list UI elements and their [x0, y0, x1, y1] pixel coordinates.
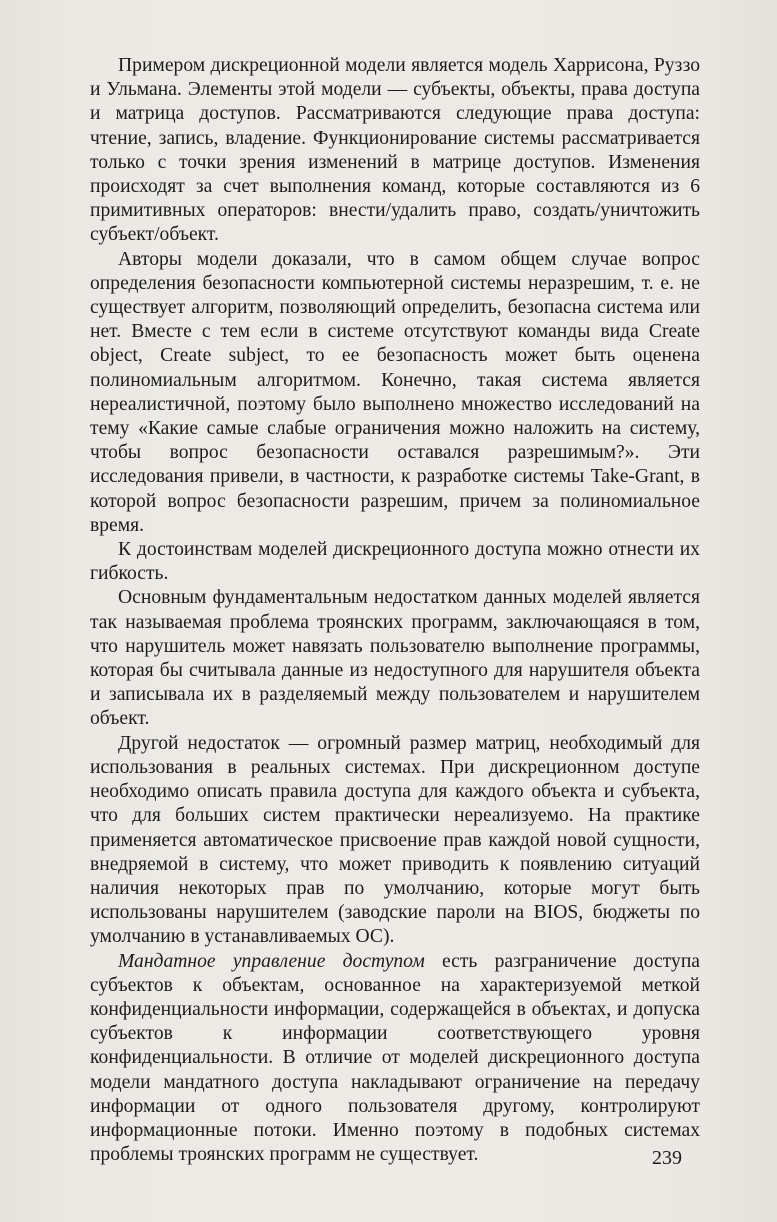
paragraph-advantages: К достоинствам моделей дискреционного доступа можно отнести их гибкость. — [90, 539, 700, 585]
term-mandatory-access: Мандатное управление доступом — [118, 950, 425, 972]
paragraph-safety-undecidable: Авторы модели доказали, что в самом общем случае вопрос определения безопасности компьютерной системы неразрешим, т. е. не существует алгоритм, позволяющий определить, безопасна система или нет. Вместе с тем если в системе отсутствуют команды вида Create object, Create subject, то ее безопасность может быть оценена полиномиальным алгоритмом. Конечно, такая система является нереалистичной, поэтому было выполнено множество исследований на тему «Какие самые слабые ограничения можно наложить на систему, чтобы вопрос безопасности оставался разрешимым?». Эти исследования привели, в частности, к разработке системы Take-Grant, в которой вопрос безопасности разрешим, причем за полиномиальное время. — [90, 248, 700, 536]
paragraph-trojan-problem: Основным фундаментальным недостатком данных моделей является так называемая проблема троянских программ, заключающаяся в том, что нарушитель может навязать пользователю выполнение программы, которая бы считывала данные из недоступного для нарушителя объекта и записывала их в разделяемый между пользователем и нарушителем объект. — [90, 587, 700, 730]
page-number: 239 — [652, 1147, 682, 1169]
paragraph-mandatory-access-text: есть разграничение доступа субъектов к объектам, основанное на характеризуемой меткой конфиденциальности информации, содержащейся в объектах, и допуска субъектов к информации соответствующего уровня конфиденциальности. В отличие от моделей дискреционного доступа модели мандатного доступа накладывают ограничение на передачу информации от одного пользователя другому, контролируют информационные потоки. Именно поэтому в подобных системах проблемы троянских программ не существует. — [90, 950, 700, 1166]
body-text — [90, 54, 700, 1167]
paragraph-harrison-ruzzo-ullman: Примером дискреционной модели является модель Харрисона, Руззо и Ульмана. Элементы этой модели — субъекты, объекты, права доступа и матрица доступов. Рассматриваются следующие права доступа: чтение, запись, владение. Функционирование системы рассматривается только с точки зрения изменений в матрице доступов. Изменения происходят за счет выполнения команд, которые составляются из 6 примитивных операторов: внести/удалить право, создать/уничтожить субъект/объект. — [90, 55, 700, 246]
paragraph-mandatory-access — [90, 950, 700, 1168]
paragraph-matrix-size: Другой недостаток — огромный размер матриц, необходимый для использования в реальных системах. При дискреционном доступе необходимо описать правила доступа для каждого объекта и субъекта, что для больших систем практически нереализуемо. На практике применяется автоматическое присвоение прав каждой новой сущности, внедряемой в систему, что может приводить к появлению ситуаций наличия некоторых прав по умолчанию, которые могут быть использованы нарушителем (заводские пароли на BIOS, бюджеты по умолчанию в устанавливаемых ОС). — [90, 732, 700, 948]
